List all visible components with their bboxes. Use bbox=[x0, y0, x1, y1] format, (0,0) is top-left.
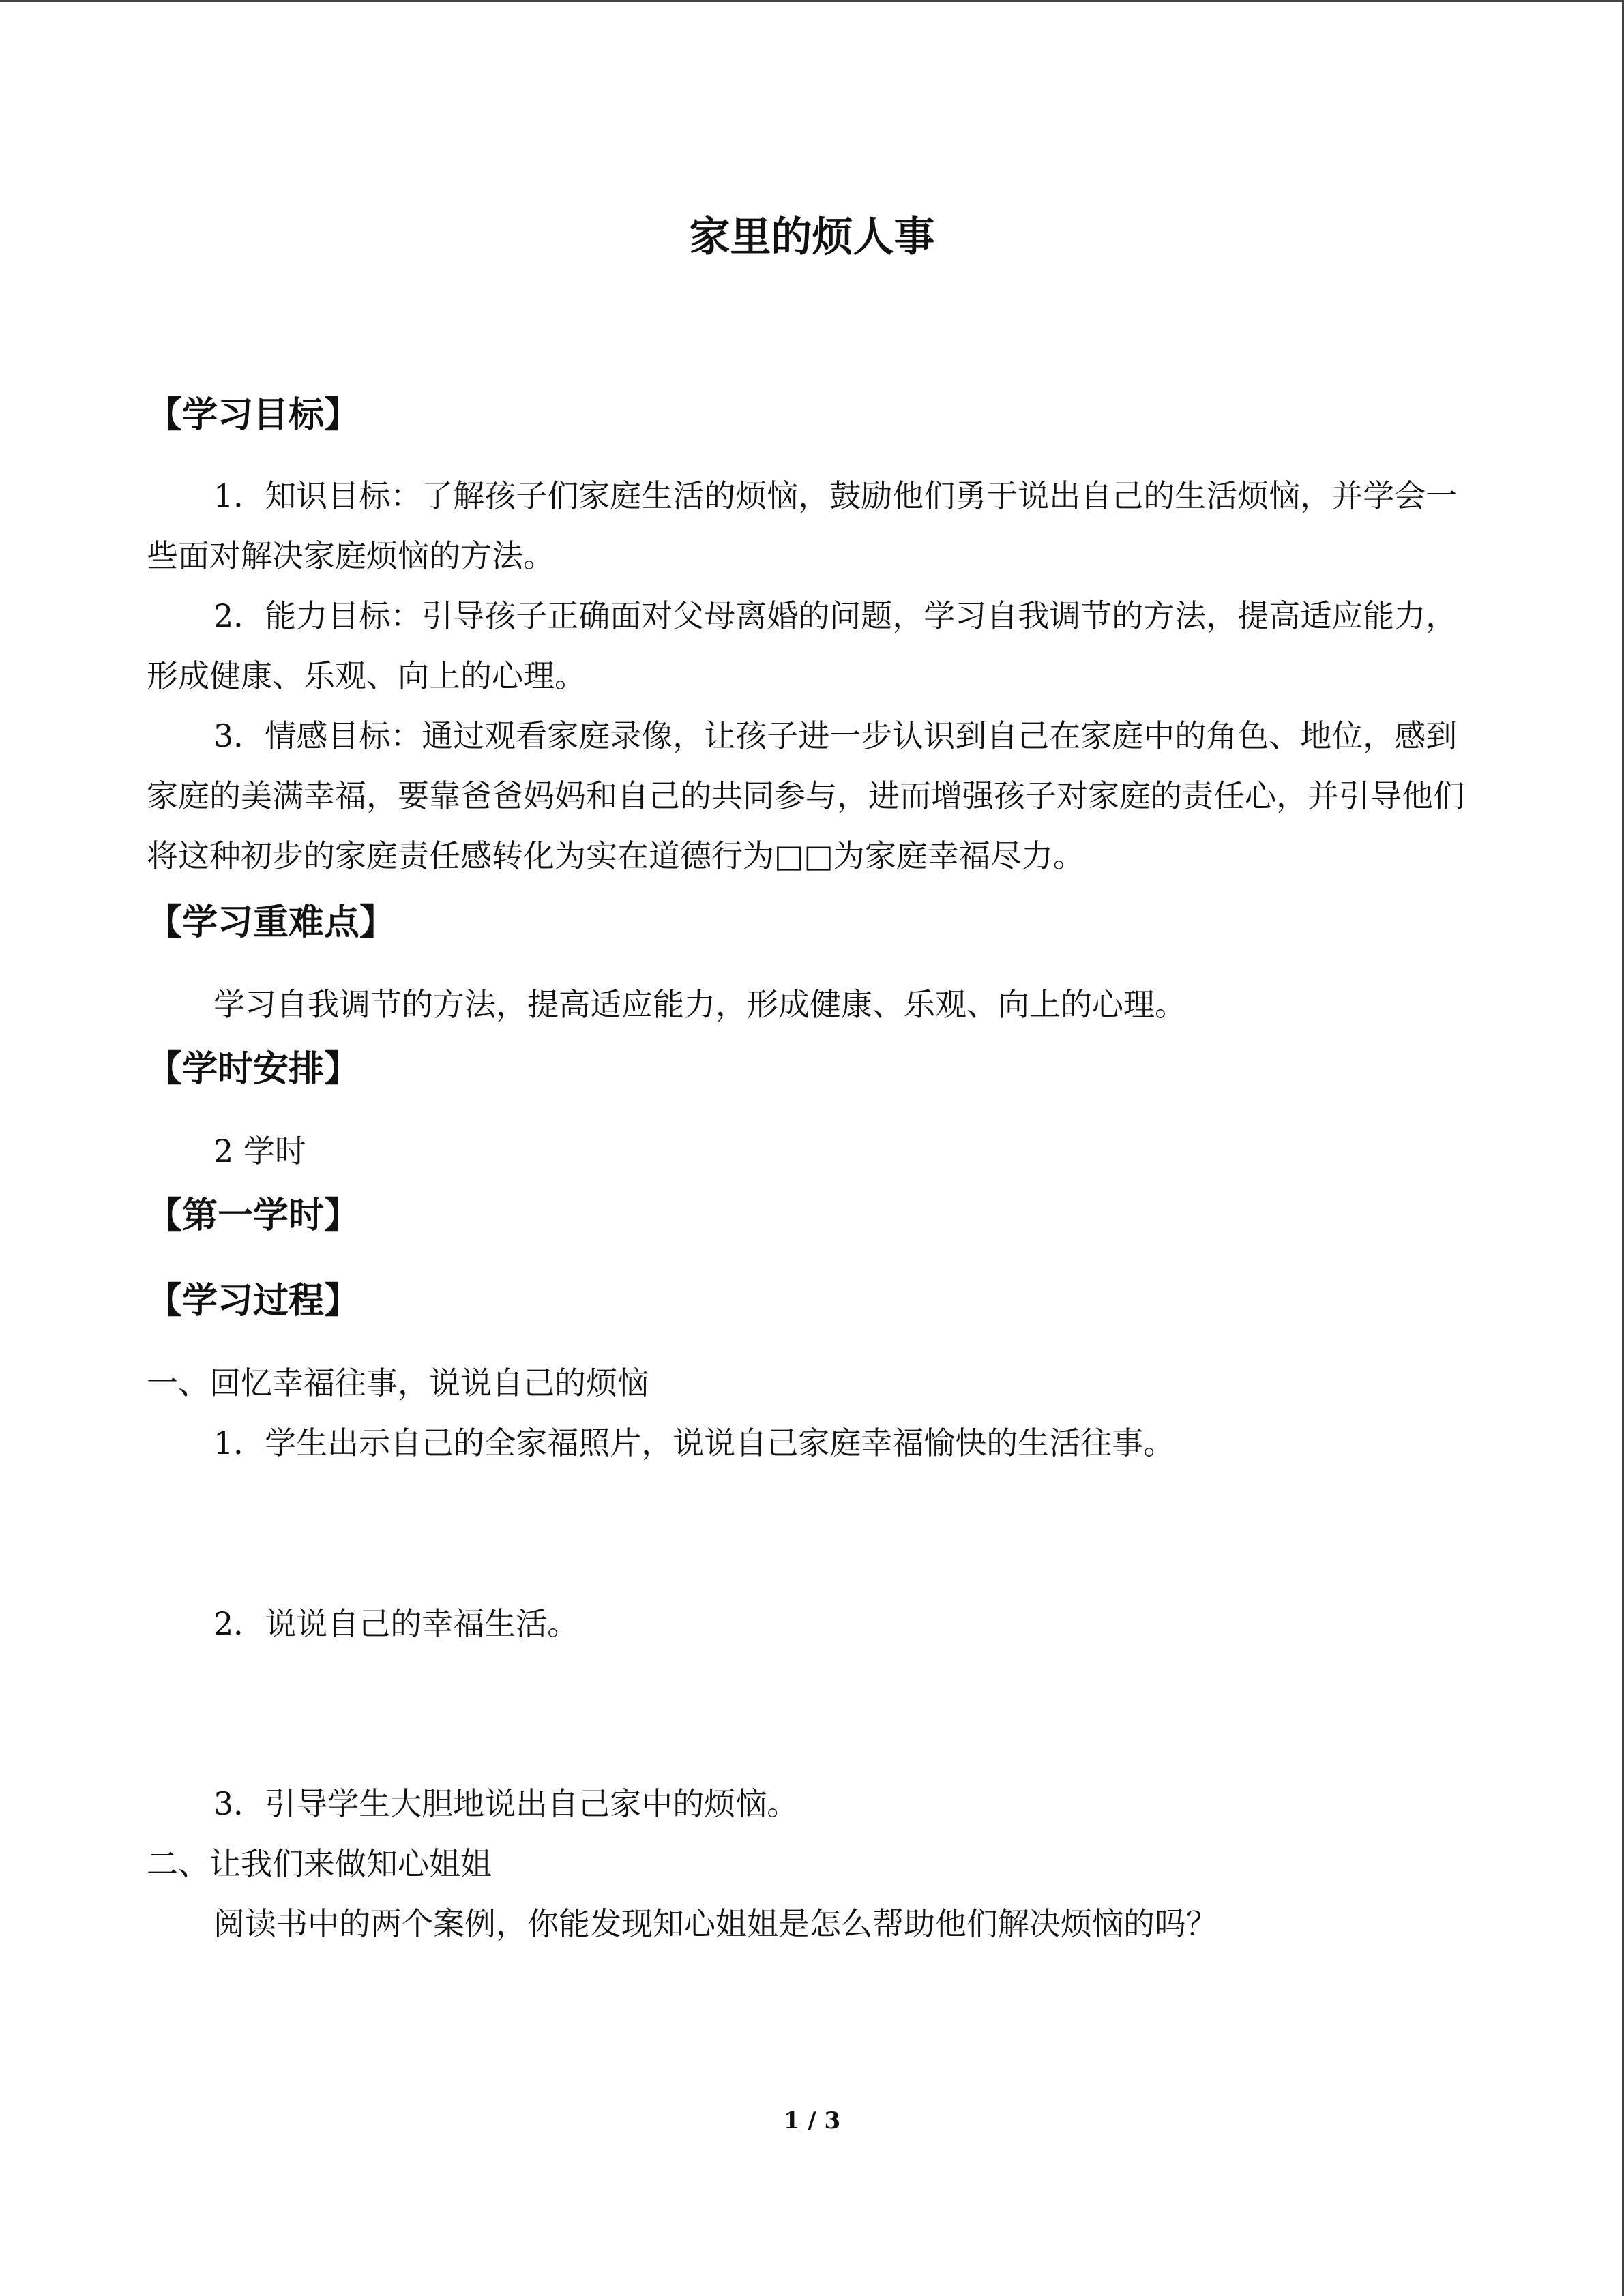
process-part1-step-2: 2．说说自己的幸福生活。 bbox=[213, 1605, 579, 1642]
key-points-heading: 【学习重难点】 bbox=[147, 901, 396, 943]
process-part1-step-1: 1．学生出示自己的全家福照片，说说自己家庭幸福愉快的生活往事。 bbox=[213, 1425, 1175, 1461]
process-part1-step-3: 3．引导学生大胆地说出自己家中的烦恼。 bbox=[213, 1785, 799, 1822]
objective-item-ability: 2．能力目标：引导孩子正确面对父母离婚的问题，学习自我调节的方法，提高适应能力，形成健康、乐观、向上的心理。 bbox=[147, 597, 1458, 694]
first-period-heading: 【第一学时】 bbox=[147, 1195, 360, 1236]
process-part2-text: 阅读书中的两个案例，你能发现知心姐姐是怎么帮助他们解决烦恼的吗？ bbox=[213, 1905, 1217, 1942]
process-part1-title: 一、回忆幸福往事，说说自己的烦恼 bbox=[147, 1365, 649, 1401]
page-number: 1 / 3 bbox=[783, 2107, 841, 2134]
objectives-heading: 【学习目标】 bbox=[147, 394, 360, 436]
objective-item-emotion: 3．情感目标：通过观看家庭录像，让孩子进一步认识到自己在家庭中的角色、地位，感到家庭的美满幸福，要靠爸爸妈妈和自己的共同参与，进而增强孩子对家庭的责任心，并引导他们将这种初步的家庭责任感转化为实在道德行为□□为家庭幸福尽力。 bbox=[147, 717, 1464, 874]
process-part2-title: 二、让我们来做知心姐姐 bbox=[147, 1845, 492, 1882]
objective-item-knowledge: 1．知识目标：了解孩子们家庭生活的烦恼，鼓励他们勇于说出自己的生活烦恼，并学会一些面对解决家庭烦恼的方法。 bbox=[147, 477, 1458, 574]
schedule-text: 2 学时 bbox=[213, 1133, 306, 1169]
document-title: 家里的烦人事 bbox=[689, 213, 935, 261]
process-heading: 【学习过程】 bbox=[147, 1280, 360, 1322]
schedule-heading: 【学时安排】 bbox=[147, 1048, 360, 1090]
key-points-text: 学习自我调节的方法，提高适应能力，形成健康、乐观、向上的心理。 bbox=[213, 986, 1186, 1023]
